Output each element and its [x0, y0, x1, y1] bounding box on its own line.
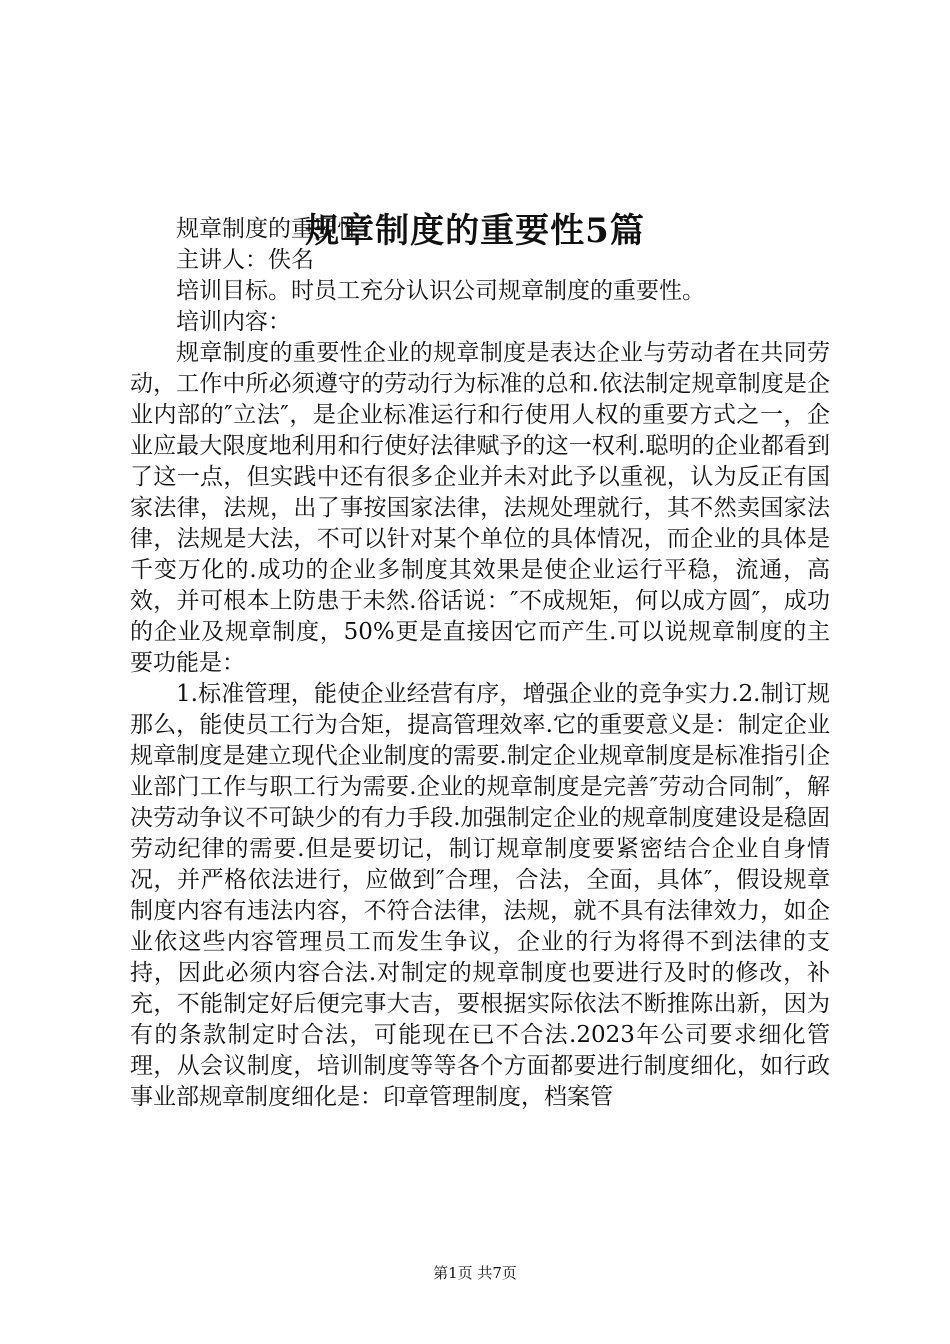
page-footer: 第1页 共7页 [433, 1264, 517, 1282]
body-paragraph: 1.标准管理，能使企业经营有序，增强企业的竞争实力.2.制订规那么，能使员工行为合矩，提高管理效率.它的重要意义是：制定企业规章制度是建立现代企业制度的需要.制定企业规章制度是标准指引企业部门工作与职工行为需要.企业的规章制度是完善″劳动合同制″，解决劳动争议不可缺少的有力手段.加强制定企业的规章制度建设是稳固劳动纪律的需要.但是要切记，制订规章制度要紧密结合企业自身情况，并严格依法进行，应做到″合理，合法，全面，具体″，假设规章制度内容有违法内容，不符合法律，法规，就不具有法律效力，如企业依这些内容管理员工而发生争议，企业的行为将得不到法律的支持，因此必须内容合法.对制定的规章制度也要进行及时的修改，补充，不能制定好后便完事大吉，要根据实际依法不断推陈出新，因为有的条款制定时合法，可能现在已不合法.2023年公司要求细化管理，从会议制度，培训制度等等各个方面都要进行制度细化，如行政事业部规章制度细化是：印章管理制度，档案管 [130, 681, 830, 1110]
subtitle-line: 规章制度的重要性 [176, 216, 360, 242]
training-content-heading: 培训内容： [176, 309, 291, 335]
speaker-line: 主讲人：佚名 [176, 247, 314, 273]
body-paragraph: 规章制度的重要性企业的规章制度是表达企业与劳动者在共同劳动，工作中所必须遵守的劳动行为标准的总和.依法制定规章制度是企业内部的″立法″，是企业标准运行和行使用人权的重要方式之一，企业应最大限度地利用和行使好法律赋予的这一权利.聪明的企业都看到了这一点，但实践中还有很多企业并未对此予以重视，认为反正有国家法律，法规，出了事按国家法律，法规处理就行，其不然卖国家法律，法规是大法，不可以针对某个单位的具体情况，而企业的具体是千变万化的.成功的企业多制度其效果是使企业运行平稳，流通，高效，并可根本上防患于未然.俗话说：″不成规矩，何以成方圆″，成功的企业及规章制度，50%更是直接因它而产生.可以说规章制度的主要功能是： [130, 340, 830, 676]
training-goal-line: 培训目标。时员工充分认识公司规章制度的重要性。 [176, 278, 705, 304]
document-body [130, 214, 830, 1113]
document-title: 规章制度的重要性5篇 [305, 210, 645, 251]
